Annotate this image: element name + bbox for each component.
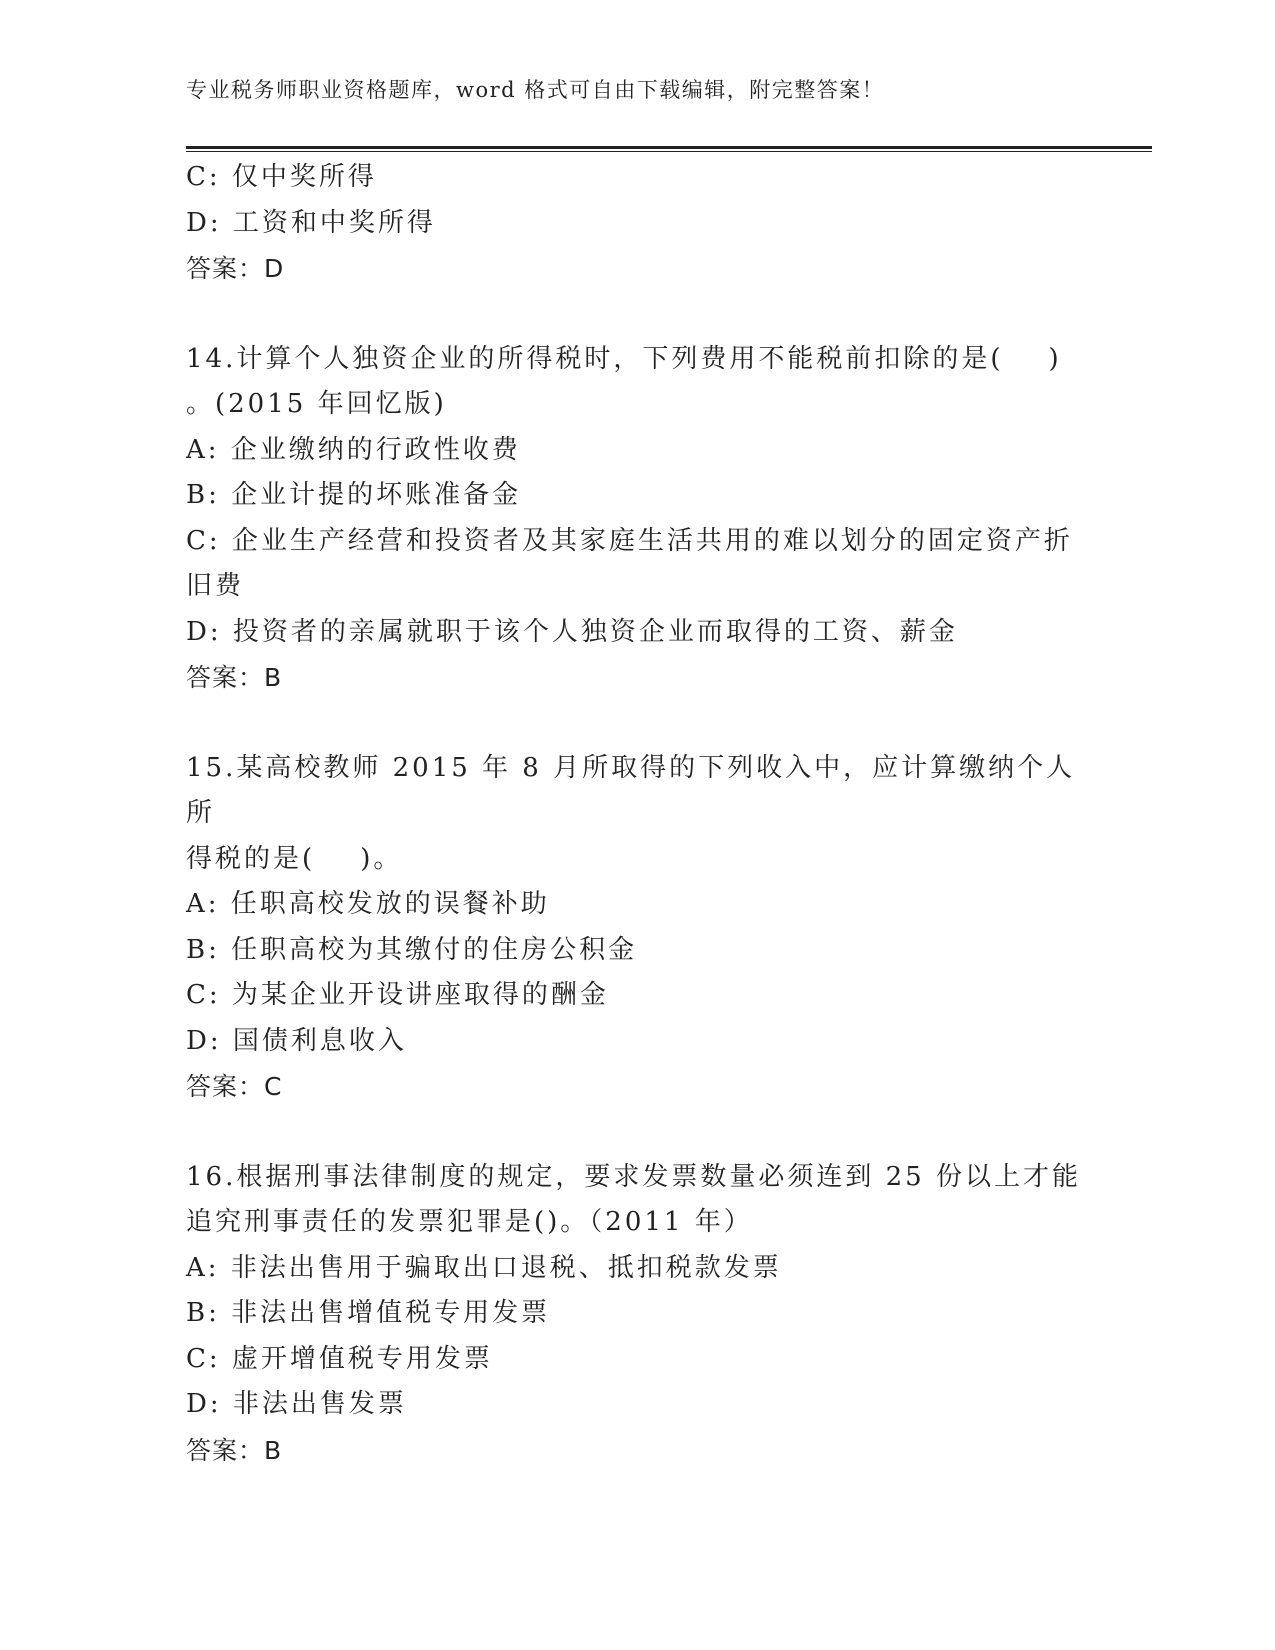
question-15 (186, 746, 1086, 1110)
question-14 (186, 337, 1086, 701)
option-a: A: 任职高校发放的误餐补助 (186, 889, 550, 919)
option-a: A: 企业缴纳的行政性收费 (186, 434, 521, 465)
option-d: D: 投资者的亲属就职于该个人独资企业而取得的工资、薪金 (186, 616, 958, 647)
answer: 答案：B (186, 663, 283, 692)
option-c: C: 企业生产经营和投资者及其家庭生活共用的难以划分的固定资产折 (186, 525, 1073, 556)
header-rule-thin (186, 151, 1152, 152)
answer: 答案：C (186, 1072, 283, 1101)
option-b: B: 非法出售增值税专用发票 (186, 1298, 551, 1328)
option-b: B: 任职高校为其缴付的住房公积金 (186, 934, 638, 965)
question-stem: 得税的是( )。 (186, 843, 403, 874)
option-d: D: 非法出售发票 (186, 1389, 407, 1419)
option-c-cont: 旧费 (186, 571, 245, 601)
answer: 答案：D (186, 254, 285, 283)
option-b: B: 企业计提的坏账准备金 (186, 480, 522, 510)
option-c: C: 仅中奖所得 (186, 162, 377, 192)
question-stem: 16.根据刑事法律制度的规定，要求发票数量必须连到 25 份以上才能 (186, 1161, 1081, 1192)
option-a: A: 非法出售用于骗取出口退税、抵扣税款发票 (186, 1252, 782, 1283)
option-d: D: 国债利息收入 (186, 1025, 407, 1056)
option-c: C: 虚开增值税专用发票 (186, 1343, 493, 1374)
page-header: 专业税务师职业资格题库，word 格式可自由下载编辑，附完整答案！ (186, 78, 885, 102)
question-16 (186, 1155, 1086, 1474)
answer: 答案：B (186, 1435, 283, 1465)
question-stem: 。(2015 年回忆版) (186, 389, 447, 419)
prev-question-tail (186, 155, 1086, 292)
question-stem: 15.某高校教师 2015 年 8 月所取得的下列收入中，应计算缴纳个人所 (186, 752, 1076, 828)
header-rule-thick (186, 146, 1152, 149)
option-c: C: 为某企业开设讲座取得的酬金 (186, 980, 609, 1010)
question-stem: 追究刑事责任的发票犯罪是()。（2011 年） (186, 1207, 753, 1237)
question-stem: 14.计算个人独资企业的所得税时，下列费用不能税前扣除的是( ) (186, 343, 1062, 374)
question-content (186, 155, 1086, 1473)
option-d: D: 工资和中奖所得 (186, 207, 436, 238)
